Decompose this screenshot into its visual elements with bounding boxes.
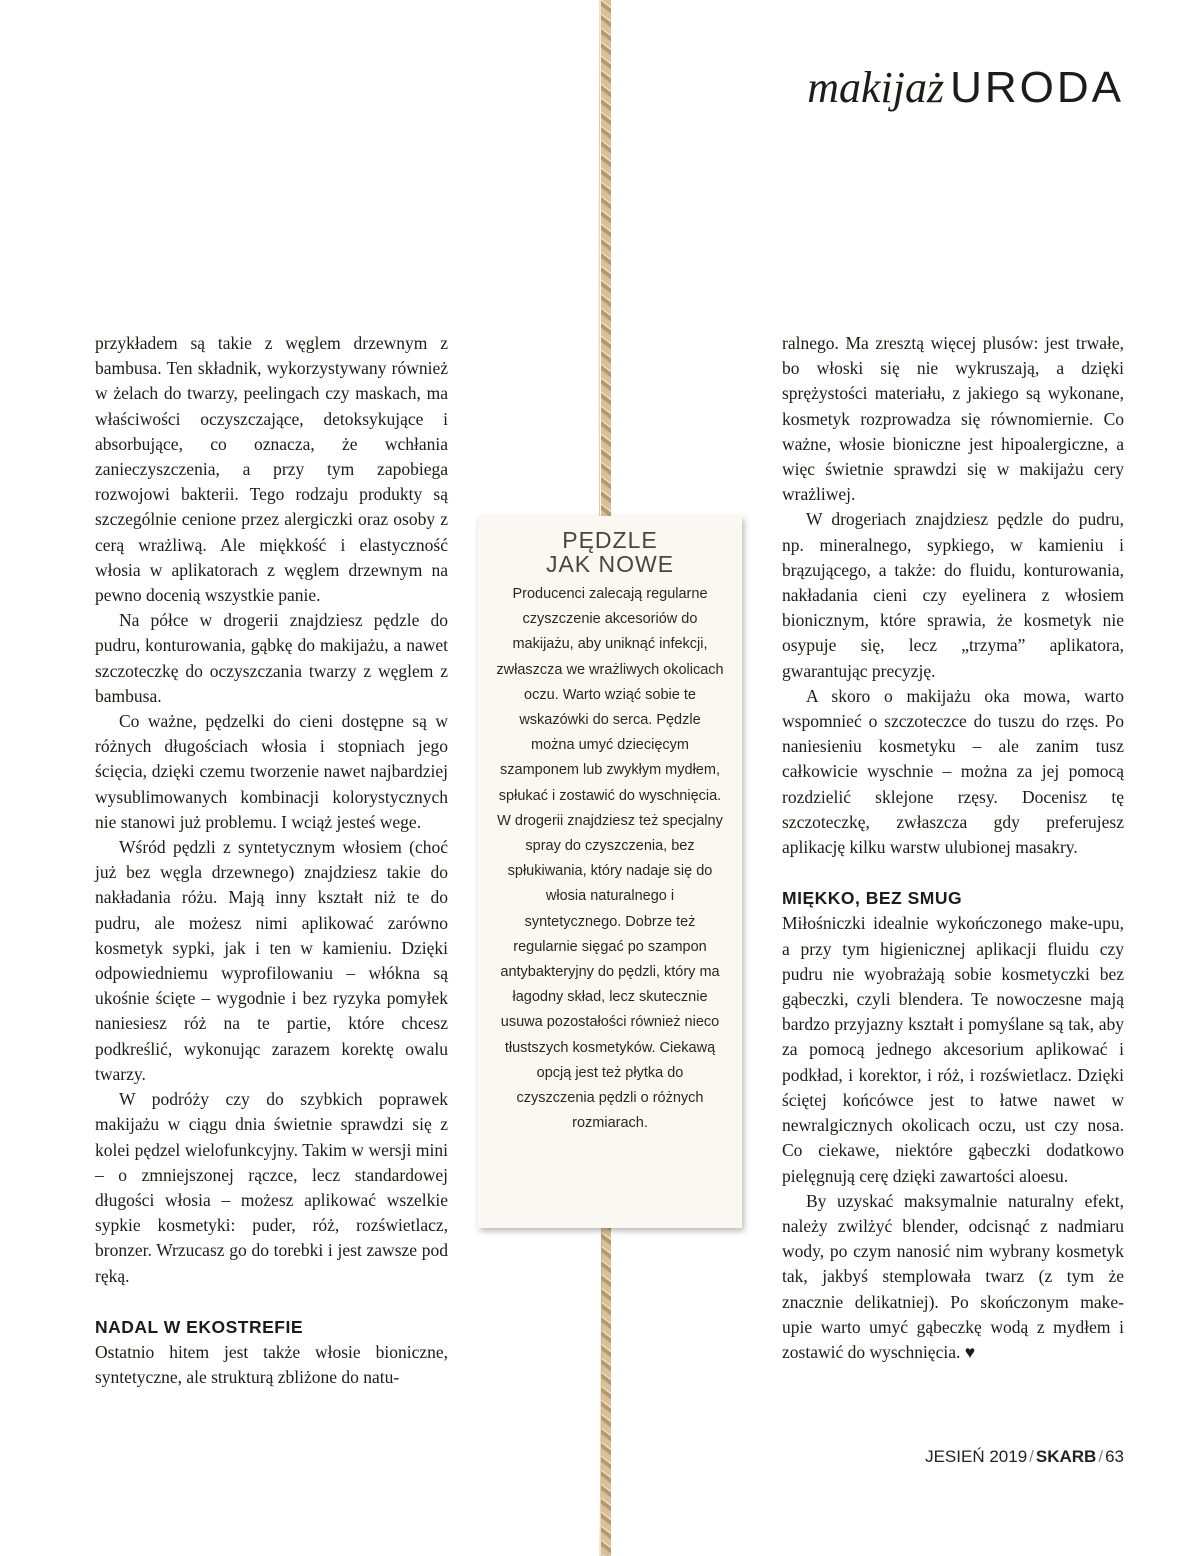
page-footer: JESIEŃ 2019 / SKARB / 63 xyxy=(925,1447,1124,1466)
page-number: 63 xyxy=(1105,1447,1124,1466)
magazine-name: SKARB xyxy=(1035,1447,1097,1466)
paragraph: Co ważne, pędzelki do cieni dostępne są w różnych długościach włosia i stopniach jego ścięcia, dzięki czemu tworzenie nawet najbardziej wysublimowanych kombinacji kolorystycznych nie stanowi już problemu. I wciąż jesteś wege. xyxy=(95,711,448,832)
section-header xyxy=(807,63,1124,112)
sidebar-title: PĘDZLE xyxy=(562,527,658,553)
section-heading: MIĘKKO, BEZ SMUG xyxy=(782,888,963,909)
paragraph: A skoro o makijażu oka mowa, warto wspomnieć o szczoteczce do tuszu do rzęs. Po naniesieniu kosmetyku – ale zanim tusz całkowicie wyschnie – można za jej pomocą rozdzielić sklejone rzęsy. Docenisz tę szczoteczkę, zwłaszcza gdy preferujesz aplikację kilku warstw ulubionej masakry. xyxy=(782,685,1124,858)
sidebar-title: JAK NOWE xyxy=(545,551,675,577)
paragraph: przykładem są takie z węglem drzewnym z bambusa. Ten składnik, wykorzystywany również w żelach do twarzy, peelingach czy maskach, ma właściwości oczyszczające, detoksykujące i absorbujące, co oznacza, że wchłania zanieczyszczenia, a przy tym zapobiega rozwojowi bakterii. Tego rodzaju produkty są szczególnie cenione przez alergiczki oraz osoby z cerą wrażliwą. Ale miękkość i elastyczność włosia w aplikatorach z węglem drzewnym na pewno docenią wszystkie panie. xyxy=(95,333,448,606)
paragraph: Miłośniczki idealnie wykończonego make-upu, a przy tym higienicznej aplikacji fluidu czy pudru nie wyobrażają sobie kosmetyczki bez gąbeczki, czyli blendera. Te nowoczesne mają bardzo przyjazny kształt i pomyślane są tak, aby za pomocą jednego akcesorium aplikować i podkład, i korektor, i róż, i rozświetlacz. Dzięki ściętej końcówce jest to łatwe nawet w newralgicznych okolicach oczu, ust czy nosa. Co ciekawe, niektóre gąbeczki dodatkowo pielęgnują cerę dzięki zawartości aloesu. xyxy=(782,913,1124,1186)
paragraph: By uzyskać maksymalnie naturalny efekt, należy zwilżyć blender, odcisnąć z nadmiaru wody, po czym nanosić nim wybrany kosmetyk tak, jakbyś stemplowała twarz (z tym że znacznie delikatniej). Po skończonym make-upie warto umyć gąbeczkę wodą z mydłem i zostawić do wyschnięcia. ♥ xyxy=(782,1190,1124,1362)
sidebar-box xyxy=(478,516,742,1228)
category-label: URODA xyxy=(950,63,1124,112)
article-column-left xyxy=(95,331,448,1390)
paragraph: Ostatnio hitem jest także włosie bioniczne, syntetyczne, ale strukturą zbliżone do natu- xyxy=(95,1341,448,1388)
issue-season: JESIEŃ 2019 xyxy=(925,1447,1028,1466)
paragraph: W drogeriach znajdziesz pędzle do pudru, np. mineralnego, sypkiego, w kamieniu i brązującego, a także: do fluidu, konturowania, nakładania cieni czy eyelinera z włosiem bionicznym, które sprawia, że kosmetyk nie osypuje się, lecz „trzyma” aplikatora, gwarantując precyzję. xyxy=(782,509,1124,681)
section-label: makijaż xyxy=(807,63,945,112)
sidebar-body: Producenci zalecają regularne czyszczenie akcesoriów do makijażu, aby uniknąć infekcji, zwłaszcza we wrażliwych okolicach oczu. Warto wziąć sobie te wskazówki do serca. Pędzle można umyć dziecięcym szamponem lub zwykłym mydłem, spłukać i zostawić do wyschnięcia. W drogerii znajdziesz też specjalny spray do czyszczenia, bez spłukiwania, który nadaje się do włosia naturalnego i syntetycznego. Dobrze też regularnie sięgać po szampon antybakteryjny do pędzli, który ma łagodny skład, lecz skutecznie usuwa pozostałości również nieco tłustszych kosmetyków. Ciekawą opcją jest też płytka do czyszczenia pędzli o różnych rozmiarach. xyxy=(496,586,724,1132)
paragraph: Wśród pędzli z syntetycznym włosiem (choć już bez węgla drzewnego) znajdziesz takie do nakładania różu. Mają inny kształt niż te do pudru, ale możesz nimi aplikować zarówno kosmetyk sypki, jak i ten w kamieniu. Dzięki odpowiedniemu wyprofilowaniu – włókna są ukośnie ścięte – wygodnie i bez ryzyka pomyłek naniesiesz róż na te partie, które chcesz podkreślić, wykonując zarazem korektę owalu twarzy. xyxy=(95,837,448,1084)
paragraph: Na półce w drogerii znajdziesz pędzle do pudru, konturowania, gąbkę do makijażu, a nawet szczoteczkę do oczyszczania twarzy z węglem z bambusa. xyxy=(95,610,448,706)
paragraph: ralnego. Ma zresztą więcej plusów: jest trwałe, bo włoski się nie wykruszają, a dzięki sprężystości materiału, z jakiego są wykonane, kosmetyk rozprowadza się równomiernie. Co ważne, włosie bioniczne jest hipoalergiczne, a więc świetnie sprawdzi się w makijażu cery wrażliwej. xyxy=(782,333,1124,505)
section-heading: NADAL W EKOSTREFIE xyxy=(95,1316,303,1337)
article-column-right xyxy=(782,331,1124,1365)
paragraph: W podróży czy do szybkich poprawek makijażu w ciągu dnia świetnie sprawdzi się z kolei pędzel wielofunkcyjny. Takim w wersji mini – o zmniejszonej rączce, lecz standardowej długości włosia – możesz aplikować wszelkie sypkie kosmetyki: puder, róż, rozświetlacz, bronzer. Wrzucasz go do torebki i jest zawsze pod ręką. xyxy=(95,1089,448,1286)
